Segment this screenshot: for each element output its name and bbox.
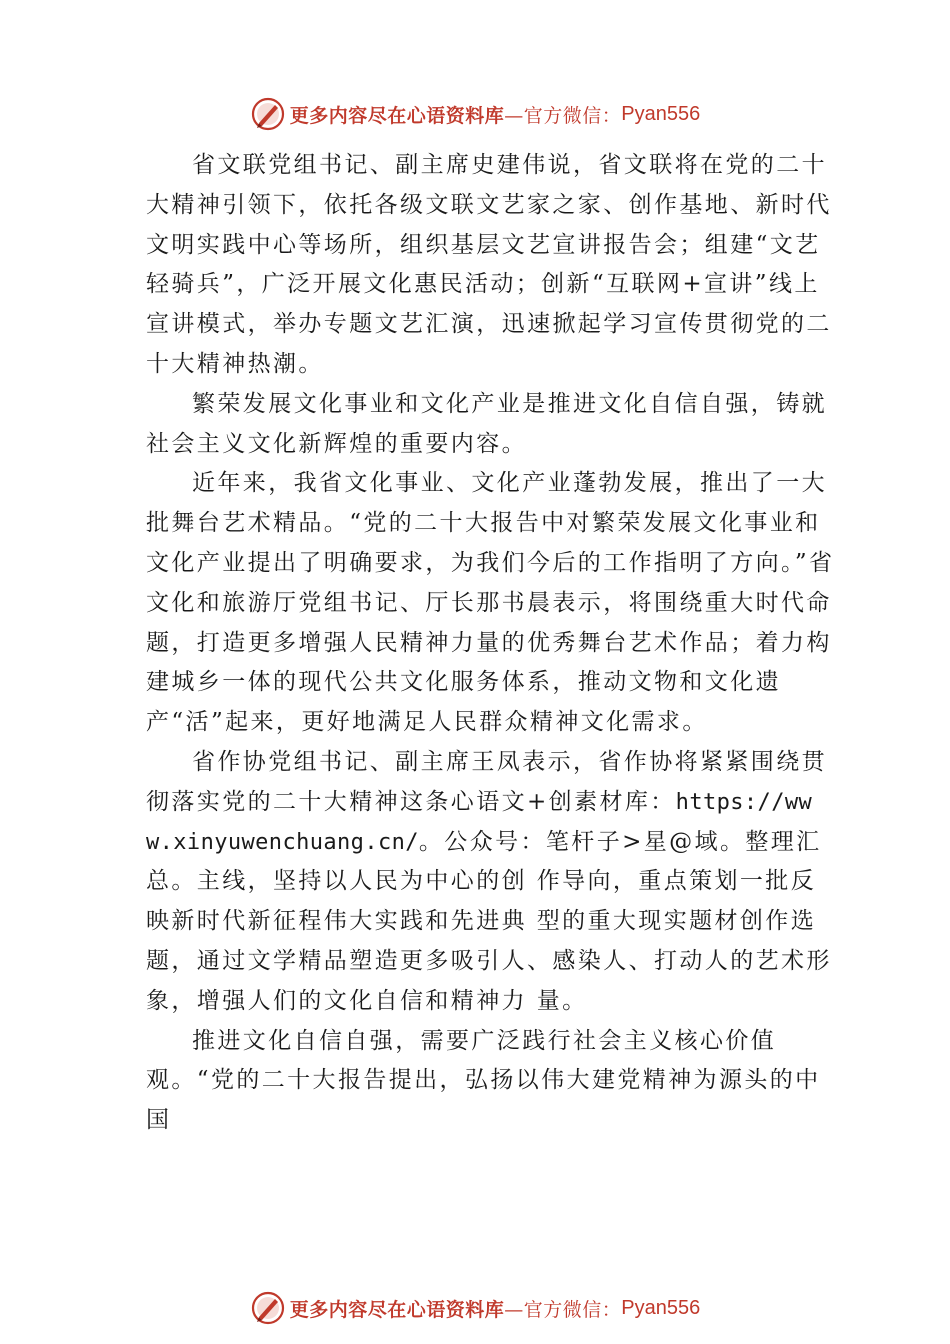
paragraph-4-rest: 。公众号：笔杆子>星@域。整理汇总。主线，坚持以人民为中心的创 作导向，重点策划一批反映新时代新征程伟大实践和先进典 型的重大现实题材创作选题，通过文学精品塑造更多吸引人、感染人、打动人的艺术形象，增强人们的文化自信和精神力 量。 xyxy=(146,828,832,1014)
source-url-link[interactable]: https://www.xinyuwenchuang.cn/ xyxy=(146,789,813,855)
header-wechat-id: Pyan556 xyxy=(621,102,701,125)
footer-brand-text: 更多内容尽在心语资料库 xyxy=(289,1298,505,1321)
paragraph-5: 推进文化自信自强，需要广泛践行社会主义核心价值观。“党的二十大报告提出，弘扬以伟大建党精神为源头的中国 xyxy=(146,1027,821,1134)
footer-wechat-id: Pyan556 xyxy=(621,1296,701,1319)
paragraph-4-lead: 省作协党组书记、副主席王凤表示，省作协将紧紧围绕贯彻落实党的二十大精神这条心语文+创素材库： xyxy=(146,748,827,815)
footer-contact-text: —官方微信： xyxy=(504,1298,622,1321)
paragraph-3: 近年来，我省文化事业、文化产业蓬勃发展，推出了一大批舞台艺术精品。“党的二十大报告中对繁荣发展文化事业和文化产业提出了明确要求，为我们今后的工作指明了方向。”省文化和旅游厅党组书记、厅长那书晨表示，将围绕重大时代命题，打造更多增强人民精神力量的优秀舞台艺术作品；着力构建城乡一体的现代公共文化服务体系，推动文物和文化遗产“活”起来，更好地满足人民群众精神文化需求。 xyxy=(146,470,835,736)
footer-banner xyxy=(0,1286,950,1330)
document-body xyxy=(146,146,836,1141)
header-contact-text: —官方微信： xyxy=(504,104,622,127)
paragraph-2: 繁荣发展文化事业和文化产业是推进文化自信自强，铸就社会主义文化新辉煌的重要内容。 xyxy=(146,390,827,457)
paragraph-4 xyxy=(146,743,836,1022)
pen-seal-logo-icon xyxy=(250,96,286,132)
paragraph-1: 省文联党组书记、副主席史建伟说，省文联将在党的二十大精神引领下，依托各级文联文艺家之家、创作基地、新时代文明实践中心等场所，组织基层文艺宣讲报告会；组建“文艺轻骑兵”，广泛开展文化惠民活动；创新“互联网+宣讲”线上宣讲模式，举办专题文艺汇演，迅速掀起学习宣传贯彻党的二十大精神热潮。 xyxy=(146,152,832,377)
pen-seal-logo-icon xyxy=(250,1290,286,1326)
header-banner xyxy=(0,92,950,136)
header-brand-text: 更多内容尽在心语资料库 xyxy=(289,104,505,127)
